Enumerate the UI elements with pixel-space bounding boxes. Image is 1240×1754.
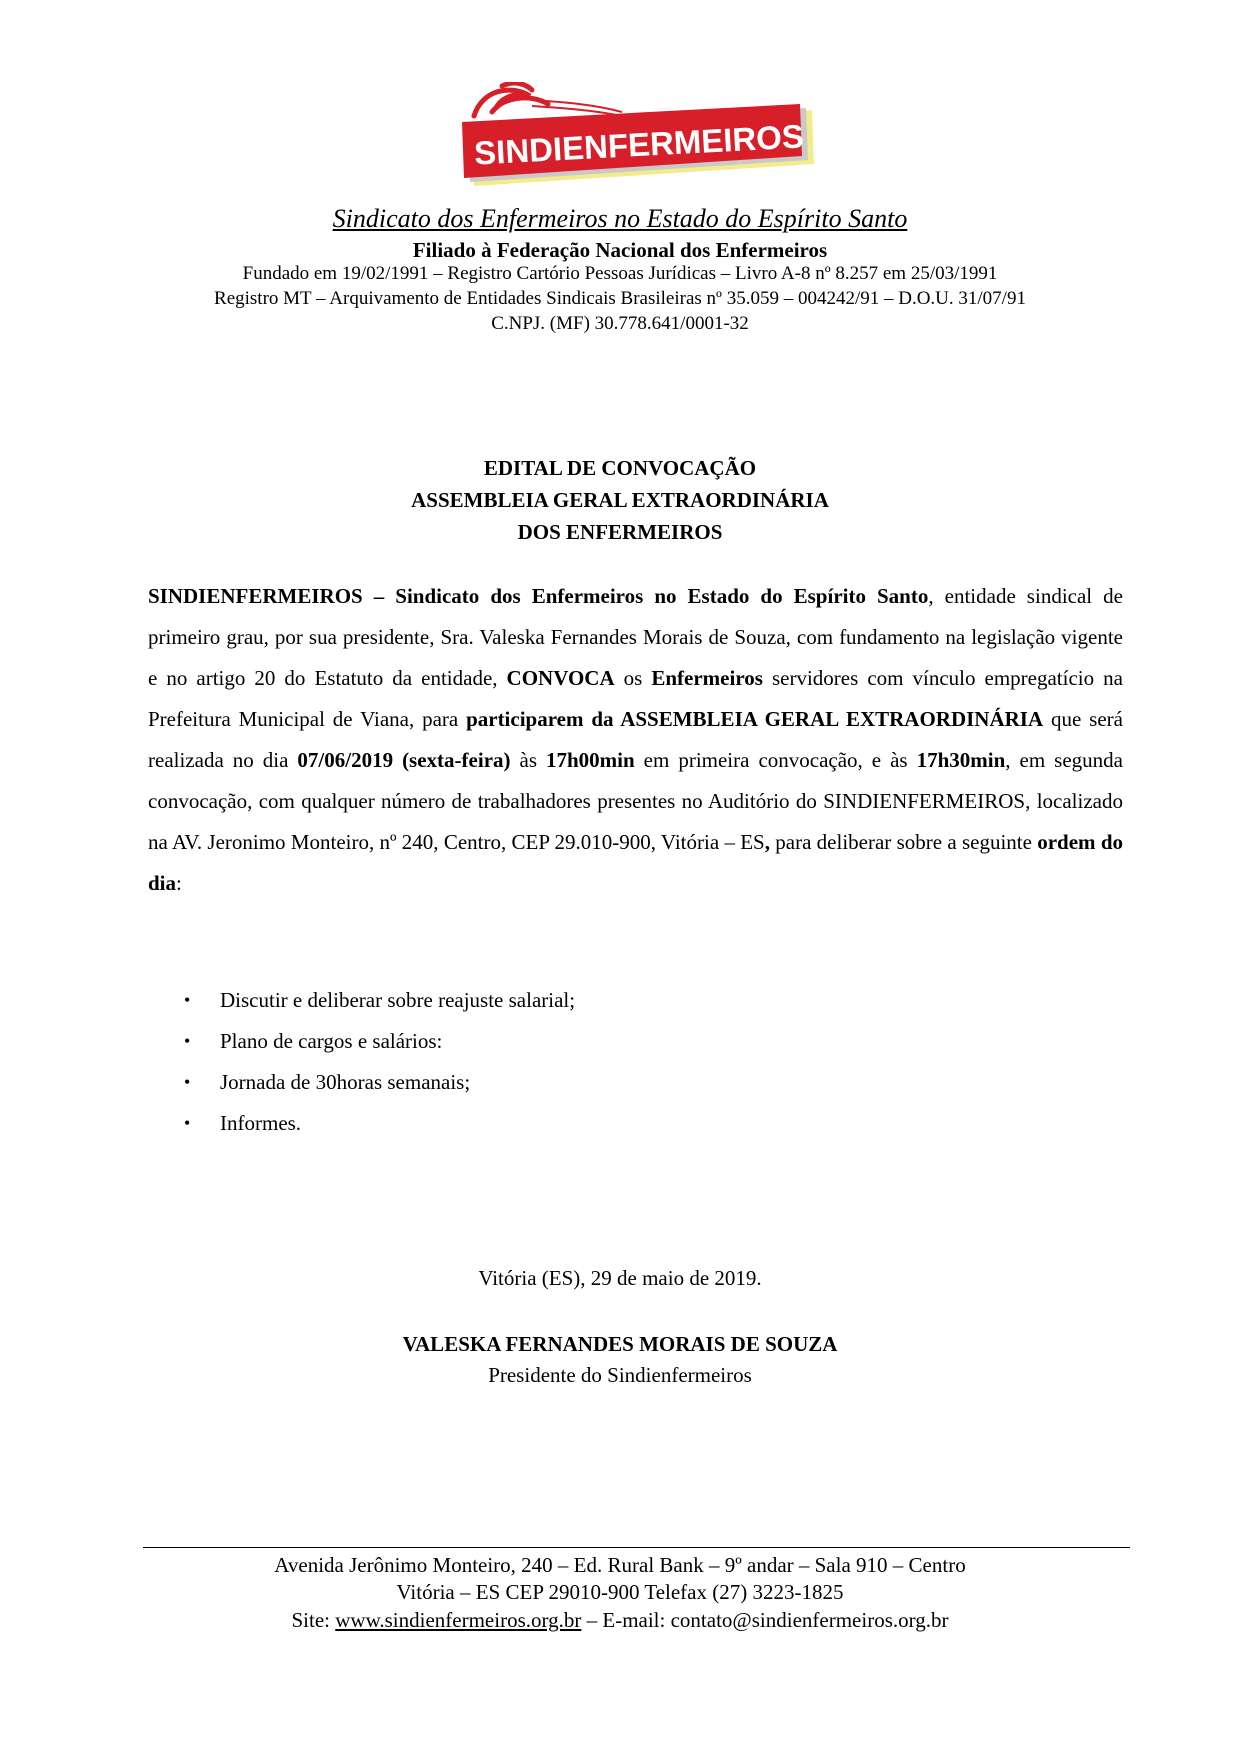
signer-name: VALESKA FERNANDES MORAIS DE SOUZA: [402, 1332, 838, 1356]
body-org-name: SINDIENFERMEIROS – Sindicato dos Enfermeiros no Estado do Espírito Santo: [148, 584, 929, 608]
agenda-item-text: Discutir e deliberar sobre reajuste salarial;: [220, 988, 576, 1012]
logo-text: SINDIENFERMEIROS: [473, 117, 805, 172]
body-text-segment: para deliberar sobre a seguinte: [769, 830, 1038, 854]
footer-divider: [143, 1547, 1130, 1548]
cnpj-line: C.NPJ. (MF) 30.778.641/0001-32: [491, 313, 749, 334]
body-text-segment: que será realizada no dia: [148, 707, 1123, 772]
body-assembly: participarem da ASSEMBLEIA GERAL EXTRAORDINÁRIA: [466, 707, 1044, 731]
body-text-segment: servidores com vínculo empregatício na Prefeitura Municipal de Viana, para: [148, 666, 1123, 731]
list-item: [184, 1103, 575, 1144]
list-item: [184, 1062, 575, 1103]
edital-heading-line1: EDITAL DE CONVOCAÇÃO: [483, 456, 757, 480]
founded-line: Fundado em 19/02/1991 – Registro Cartório Pessoas Jurídicas – Livro A-8 nº 8.257 em 25/03/1991: [242, 263, 998, 284]
footer-contact: [0, 1608, 1240, 1633]
sindienfermeiros-logo: [462, 82, 814, 190]
body-date: 07/06/2019 (sexta-feira): [297, 748, 511, 772]
footer-email: – E-mail: contato@sindienfermeiros.org.br: [581, 1608, 949, 1632]
body-convoca: CONVOCA: [506, 666, 615, 690]
edital-heading-line3: DOS ENFERMEIROS: [517, 520, 723, 544]
body-text-segment: em primeira convocação, e às: [634, 748, 917, 772]
date-line: Vitória (ES), 29 de maio de 2019.: [478, 1266, 762, 1290]
bullet-icon: •: [184, 1072, 191, 1092]
body-agenda-label: ordem do dia: [148, 830, 1123, 895]
organization-title: Sindicato dos Enfermeiros no Estado do Espírito Santo: [332, 204, 908, 233]
footer-address: Avenida Jerônimo Monteiro, 240 – Ed. Rural Bank – 9º andar – Sala 910 – Centro: [274, 1553, 966, 1577]
body-text-segment: , entidade sindical de primeiro grau, por sua presidente, Sra. Valeska Fernandes Morais de Souza, com fundamento na legislação vigente e no artigo 20 do Estatuto da entidade,: [148, 584, 1123, 690]
list-item: [184, 980, 575, 1021]
bullet-icon: •: [184, 1031, 191, 1051]
body-time-first: 17h00min: [546, 748, 635, 772]
registry-line: Registro MT – Arquivamento de Entidades Sindicais Brasileiras nº 35.059 – 004242/91 – D.O.U. 31/07/91: [214, 288, 1026, 309]
signer-role: Presidente do Sindienfermeiros: [488, 1363, 752, 1387]
agenda-item-text: Plano de cargos e salários:: [220, 1029, 443, 1053]
body-enfermeiros: Enfermeiros: [651, 666, 763, 690]
affiliation-line: Filiado à Federação Nacional dos Enfermeiros: [412, 238, 828, 262]
body-text-segment: :: [176, 871, 182, 895]
website-link[interactable]: www.sindienfermeiros.org.br: [335, 1608, 582, 1632]
bullet-icon: •: [184, 990, 191, 1010]
body-time-second: 17h30min: [916, 748, 1006, 772]
edital-heading: [0, 452, 1240, 548]
agenda-item-text: Jornada de 30horas semanais;: [220, 1070, 471, 1094]
agenda-item-text: Informes.: [220, 1111, 302, 1135]
body-text-segment: , em segunda convocação, com qualquer número de trabalhadores presentes no Auditório do SINDIENFERMEIROS, localizado na AV. Jeronimo Monteiro, nº 240, Centro, CEP 29.010-900, Vitória – ES: [148, 748, 1124, 854]
body-text-segment: os: [614, 666, 652, 690]
body-comma: ,: [764, 830, 770, 854]
agenda-list: [184, 980, 575, 1144]
list-item: [184, 1021, 575, 1062]
edital-heading-line2: ASSEMBLEIA GERAL EXTRAORDINÁRIA: [411, 488, 829, 512]
footer-city-phone: Vitória – ES CEP 29010-900 Telefax (27) 3223-1825: [396, 1580, 844, 1604]
footer-site-label: Site:: [291, 1608, 336, 1632]
body-text-segment: às: [510, 748, 546, 772]
bullet-icon: •: [184, 1113, 191, 1133]
convocation-paragraph: [148, 576, 1123, 904]
